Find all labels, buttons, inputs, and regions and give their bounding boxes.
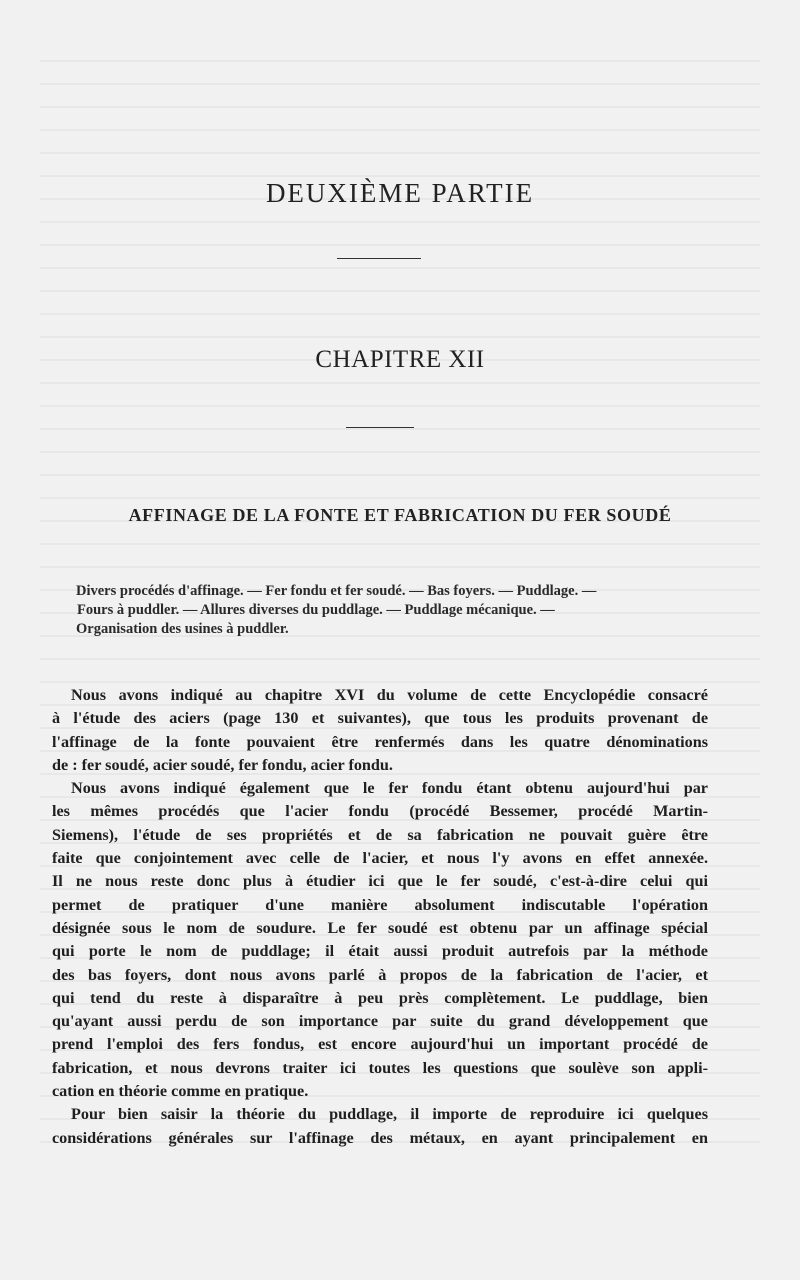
body-line: des bas foyers, dont nous avons parlé à propos de la fabrication de l'acier, et <box>52 965 708 984</box>
divider-rule <box>346 427 414 428</box>
body-line: à l'étude des aciers (page 130 et suivantes), que tous les produits provenant de <box>52 709 708 728</box>
body-line: qui porte le nom de puddlage; il était aussi produit autrefois par la méthode <box>52 942 708 961</box>
summary-line: Divers procédés d'affinage. — Fer fondu et fer soudé. — Bas foyers. — Puddlage. — <box>76 583 597 599</box>
chapter-title: CHAPITRE XII <box>315 346 485 373</box>
part-title: DEUXIÈME PARTIE <box>265 178 535 208</box>
section-title: AFFINAGE DE LA FONTE ET FABRICATION DU FER SOUDÉ <box>128 505 672 525</box>
body-line: faite que conjointement avec celle de l'acier, et nous l'y avons en effet annexée. <box>52 849 708 868</box>
body-line: les mêmes procédés que l'acier fondu (procédé Bessemer, procédé Martin- <box>52 802 708 821</box>
body-line: Siemens), l'étude de ses propriétés et de sa fabrication ne pouvait guère être <box>52 825 708 844</box>
body-line: l'affinage de la fonte pouvaient être renfermés dans les quatre dénominations <box>52 732 708 751</box>
body-line: désignée sous le nom de soudure. Le fer soudé est obtenu par un affinage spécial <box>52 918 708 937</box>
body-line: fabrication, et nous devrons traiter ici toutes les questions que soulève son appli- <box>52 1058 708 1077</box>
body-line: Nous avons indiqué au chapitre XVI du volume de cette Encyclopédie consacré <box>71 686 708 704</box>
divider-rule <box>337 258 421 259</box>
body-line: qu'ayant aussi perdu de son importance par suite du grand développement que <box>52 1012 708 1031</box>
body-line: permet de pratiquer d'une manière absolument indiscutable l'opération <box>52 895 708 914</box>
body-line: cation en théorie comme en pratique. <box>52 1082 309 1101</box>
body-line: qui tend du reste à disparaître à peu près complètement. Le puddlage, bien <box>52 988 708 1007</box>
body-text <box>52 684 708 1150</box>
body-line: prend l'emploi des fers fondus, est encore aujourd'hui un important procédé de <box>52 1035 708 1054</box>
chapter-summary <box>76 582 716 639</box>
body-line: considérations générales sur l'affinage des métaux, en ayant principalement en <box>52 1128 708 1147</box>
body-line: Nous avons indiqué également que le fer fondu étant obtenu aujourd'hui par <box>71 779 708 798</box>
body-line: Il ne nous reste donc plus à étudier ici que le fer soudé, c'est-à-dire celui qui <box>52 872 708 891</box>
summary-line: Organisation des usines à puddler. <box>76 621 289 637</box>
body-line: Pour bien saisir la théorie du puddlage, il importe de reproduire ici quelques <box>71 1105 708 1124</box>
body-line: de : fer soudé, acier soudé, fer fondu, acier fondu. <box>52 755 393 774</box>
summary-line: Fours à puddler. — Allures diverses du puddlage. — Puddlage mécanique. — <box>77 602 555 618</box>
